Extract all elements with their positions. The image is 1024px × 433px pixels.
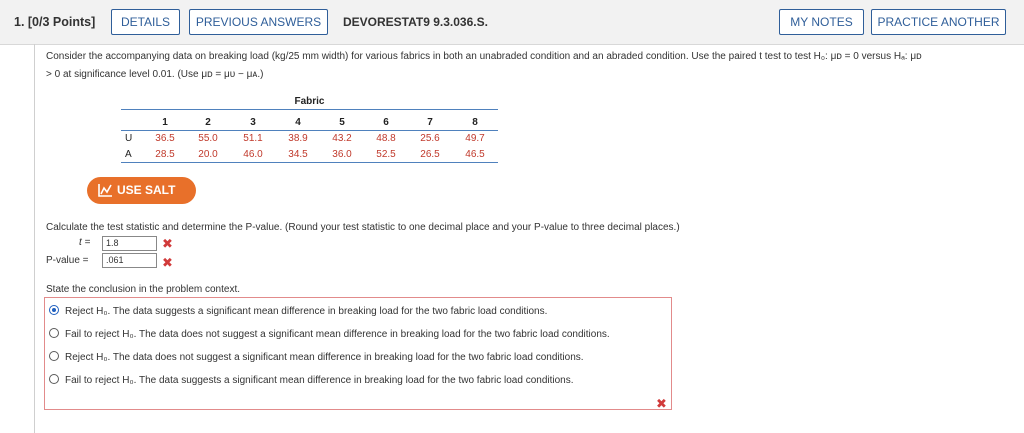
column-header: 2	[205, 117, 211, 128]
column-header: 5	[339, 117, 345, 128]
practice-another-button[interactable]: PRACTICE ANOTHER	[871, 9, 1006, 35]
table-cell: 49.7	[465, 133, 485, 144]
incorrect-icon: ✖	[656, 396, 667, 411]
table-title: Fabric	[294, 96, 325, 107]
table-cell: 46.0	[243, 149, 263, 160]
p-value-label: P-value =	[46, 255, 89, 266]
table-cell: 36.5	[155, 133, 175, 144]
t-label-text: t =	[79, 237, 91, 248]
column-header: 7	[427, 117, 433, 128]
radio-icon[interactable]	[49, 351, 59, 361]
conclusion-prompt: State the conclusion in the problem context.	[46, 284, 241, 295]
choice-label: Reject H₀. The data does not suggest a significant mean difference in breaking load for the two fabric load conditions.	[65, 352, 584, 363]
question-header	[0, 0, 1024, 45]
table-cell: 26.5	[420, 149, 440, 160]
details-button[interactable]: DETAILS	[111, 9, 180, 35]
table-cell: 28.5	[155, 149, 175, 160]
table-header-divider	[121, 130, 498, 131]
table-cell: 38.9	[288, 133, 308, 144]
p-value-input[interactable]: .061	[102, 253, 157, 268]
table-cell: 55.0	[198, 133, 218, 144]
table-cell: 20.0	[198, 149, 218, 160]
salt-chart-icon	[98, 183, 113, 197]
column-header: 1	[162, 117, 168, 128]
table-cell: 48.8	[376, 133, 396, 144]
previous-answers-button[interactable]: PREVIOUS ANSWERS	[189, 9, 328, 35]
t-statistic-input[interactable]: 1.8	[102, 236, 157, 251]
radio-icon[interactable]	[49, 328, 59, 338]
column-header: 6	[383, 117, 389, 128]
radio-selected-icon[interactable]	[49, 305, 59, 315]
choice-option[interactable]	[49, 305, 547, 319]
table-cell: 46.5	[465, 149, 485, 160]
problem-statement-line2: > 0 at significance level 0.01. (Use μᴅ = μᴜ − μᴀ.)	[46, 69, 264, 80]
radio-icon[interactable]	[49, 374, 59, 384]
question-points-label: 1. [0/3 Points]	[14, 15, 96, 29]
question-source: DEVORESTAT9 9.3.036.S.	[343, 15, 488, 29]
use-salt-label: USE SALT	[117, 183, 176, 197]
table-cell: 36.0	[332, 149, 352, 160]
table-header-rule	[121, 94, 498, 110]
incorrect-icon: ✖	[162, 236, 173, 251]
column-header: 3	[250, 117, 256, 128]
row-label-u: U	[125, 133, 133, 144]
table-cell: 43.2	[332, 133, 352, 144]
choice-label: Fail to reject H₀. The data does not suggest a significant mean difference in breaking load for the two fabric load conditions.	[65, 329, 610, 340]
use-salt-button[interactable]	[87, 177, 196, 204]
table-cell: 51.1	[243, 133, 263, 144]
choice-option[interactable]	[49, 374, 574, 388]
choice-label: Reject H₀. The data suggests a significant mean difference in breaking load for the two fabric load conditions.	[65, 306, 548, 317]
problem-statement-line1: Consider the accompanying data on breaking load (kg/25 mm width) for various fabrics in both an unabraded condition and an abraded condition. Use the paired t test to test H₀: μᴅ = 0 versus Hₐ: μᴅ	[46, 51, 922, 62]
conclusion-choices	[44, 297, 672, 410]
column-header: 4	[295, 117, 301, 128]
table-cell: 34.5	[288, 149, 308, 160]
choice-label: Fail to reject H₀. The data suggests a significant mean difference in breaking load for the two fabric load conditions.	[65, 375, 574, 386]
my-notes-button[interactable]: MY NOTES	[779, 9, 864, 35]
calc-instruction: Calculate the test statistic and determine the P-value. (Round your test statistic to one decimal place and your P-value to three decimal places.)	[46, 222, 680, 233]
incorrect-icon: ✖	[162, 255, 173, 270]
choice-option[interactable]	[49, 351, 584, 365]
table-bottom-rule	[121, 162, 498, 163]
choice-option[interactable]	[49, 328, 610, 342]
t-label	[79, 237, 90, 248]
row-label-a: A	[125, 149, 132, 160]
table-cell: 25.6	[420, 133, 440, 144]
column-header: 8	[472, 117, 478, 128]
table-cell: 52.5	[376, 149, 396, 160]
